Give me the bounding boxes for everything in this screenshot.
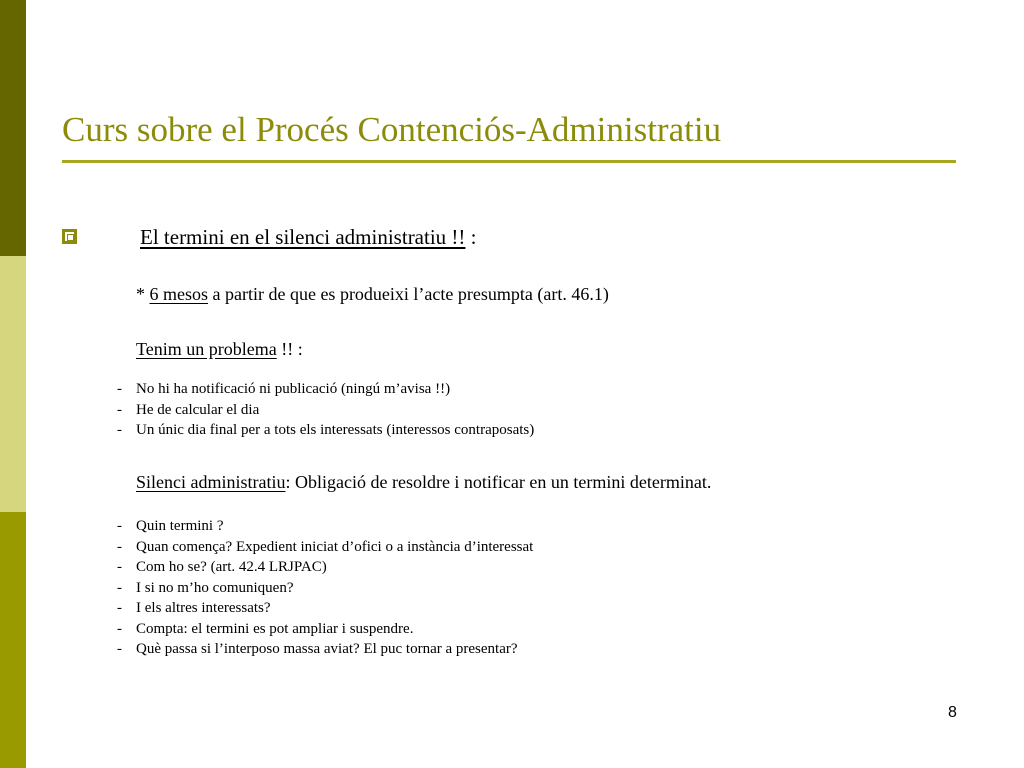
list-item <box>114 400 534 421</box>
bar-segment-bottom <box>0 512 26 768</box>
list-item <box>114 537 533 558</box>
problem-rest: !! : <box>276 339 303 359</box>
list-item-text: No hi ha notificació ni publicació (ningú m’avisa !!) <box>136 381 451 397</box>
list-item-text: Compta: el termini es pot ampliar i suspendre. <box>136 620 414 637</box>
list-item <box>114 557 533 578</box>
list-item <box>114 420 534 441</box>
deadline-period: 6 mesos <box>149 284 208 304</box>
deadline-line <box>136 282 609 306</box>
dash-marker: - <box>117 600 122 616</box>
list-item <box>114 619 533 640</box>
list-item <box>114 516 533 537</box>
list-item-text: Un únic dia final per a tots els interessats (interessos contraposats) <box>136 422 535 438</box>
list-item-text: I si no m’ho comuniquen? <box>136 579 294 596</box>
page-number: 8 <box>948 704 957 721</box>
list-item-text: Quin termini ? <box>136 518 224 534</box>
silenci-label: Silenci administratiu <box>136 472 286 492</box>
problem-line <box>136 337 303 361</box>
left-decorative-bar <box>0 0 26 768</box>
dash-marker: - <box>117 381 122 397</box>
bar-segment-top <box>0 0 26 256</box>
section-heading-text: El termini en el silenci administratiu !! <box>140 225 466 249</box>
list-item-text: Com ho se? (art. 42.4 LRJPAC) <box>136 559 327 575</box>
dash-marker: - <box>117 559 122 575</box>
list-item-text: Quan comença? Expedient iniciat d’ofici o a instància d’interessat <box>136 538 534 555</box>
bar-segment-middle <box>0 256 26 512</box>
dash-marker: - <box>117 641 122 657</box>
slide-title: Curs sobre el Procés Contenciós-Administratiu <box>62 110 722 149</box>
list-item-text: Què passa si l’interposo massa aviat? El puc tornar a presentar? <box>136 641 518 657</box>
title-underline-rule <box>62 160 956 163</box>
question-list <box>114 516 533 660</box>
dash-marker: - <box>117 401 122 418</box>
dash-marker: - <box>117 422 122 438</box>
dash-marker: - <box>117 620 122 637</box>
deadline-prefix: * <box>136 284 150 304</box>
problem-label: Tenim un problema <box>136 339 277 359</box>
deadline-rest: a partir de que es produeixi l’acte presumpta (art. 46.1) <box>208 284 609 304</box>
section-heading-suffix: : <box>465 225 477 249</box>
silenci-line <box>136 470 711 494</box>
silenci-rest: : Obligació de resoldre i notificar en un termini determinat. <box>285 472 712 492</box>
dash-marker: - <box>117 538 122 555</box>
dash-marker: - <box>117 518 122 534</box>
section-heading <box>140 224 477 250</box>
dash-marker: - <box>117 579 122 596</box>
square-bullet-icon <box>62 229 77 244</box>
list-item <box>114 578 533 599</box>
list-item <box>114 639 533 660</box>
problem-list <box>114 379 534 441</box>
list-item-text: He de calcular el dia <box>136 401 260 418</box>
list-item-text: I els altres interessats? <box>136 600 271 616</box>
list-item <box>114 598 533 619</box>
list-item <box>114 379 534 400</box>
